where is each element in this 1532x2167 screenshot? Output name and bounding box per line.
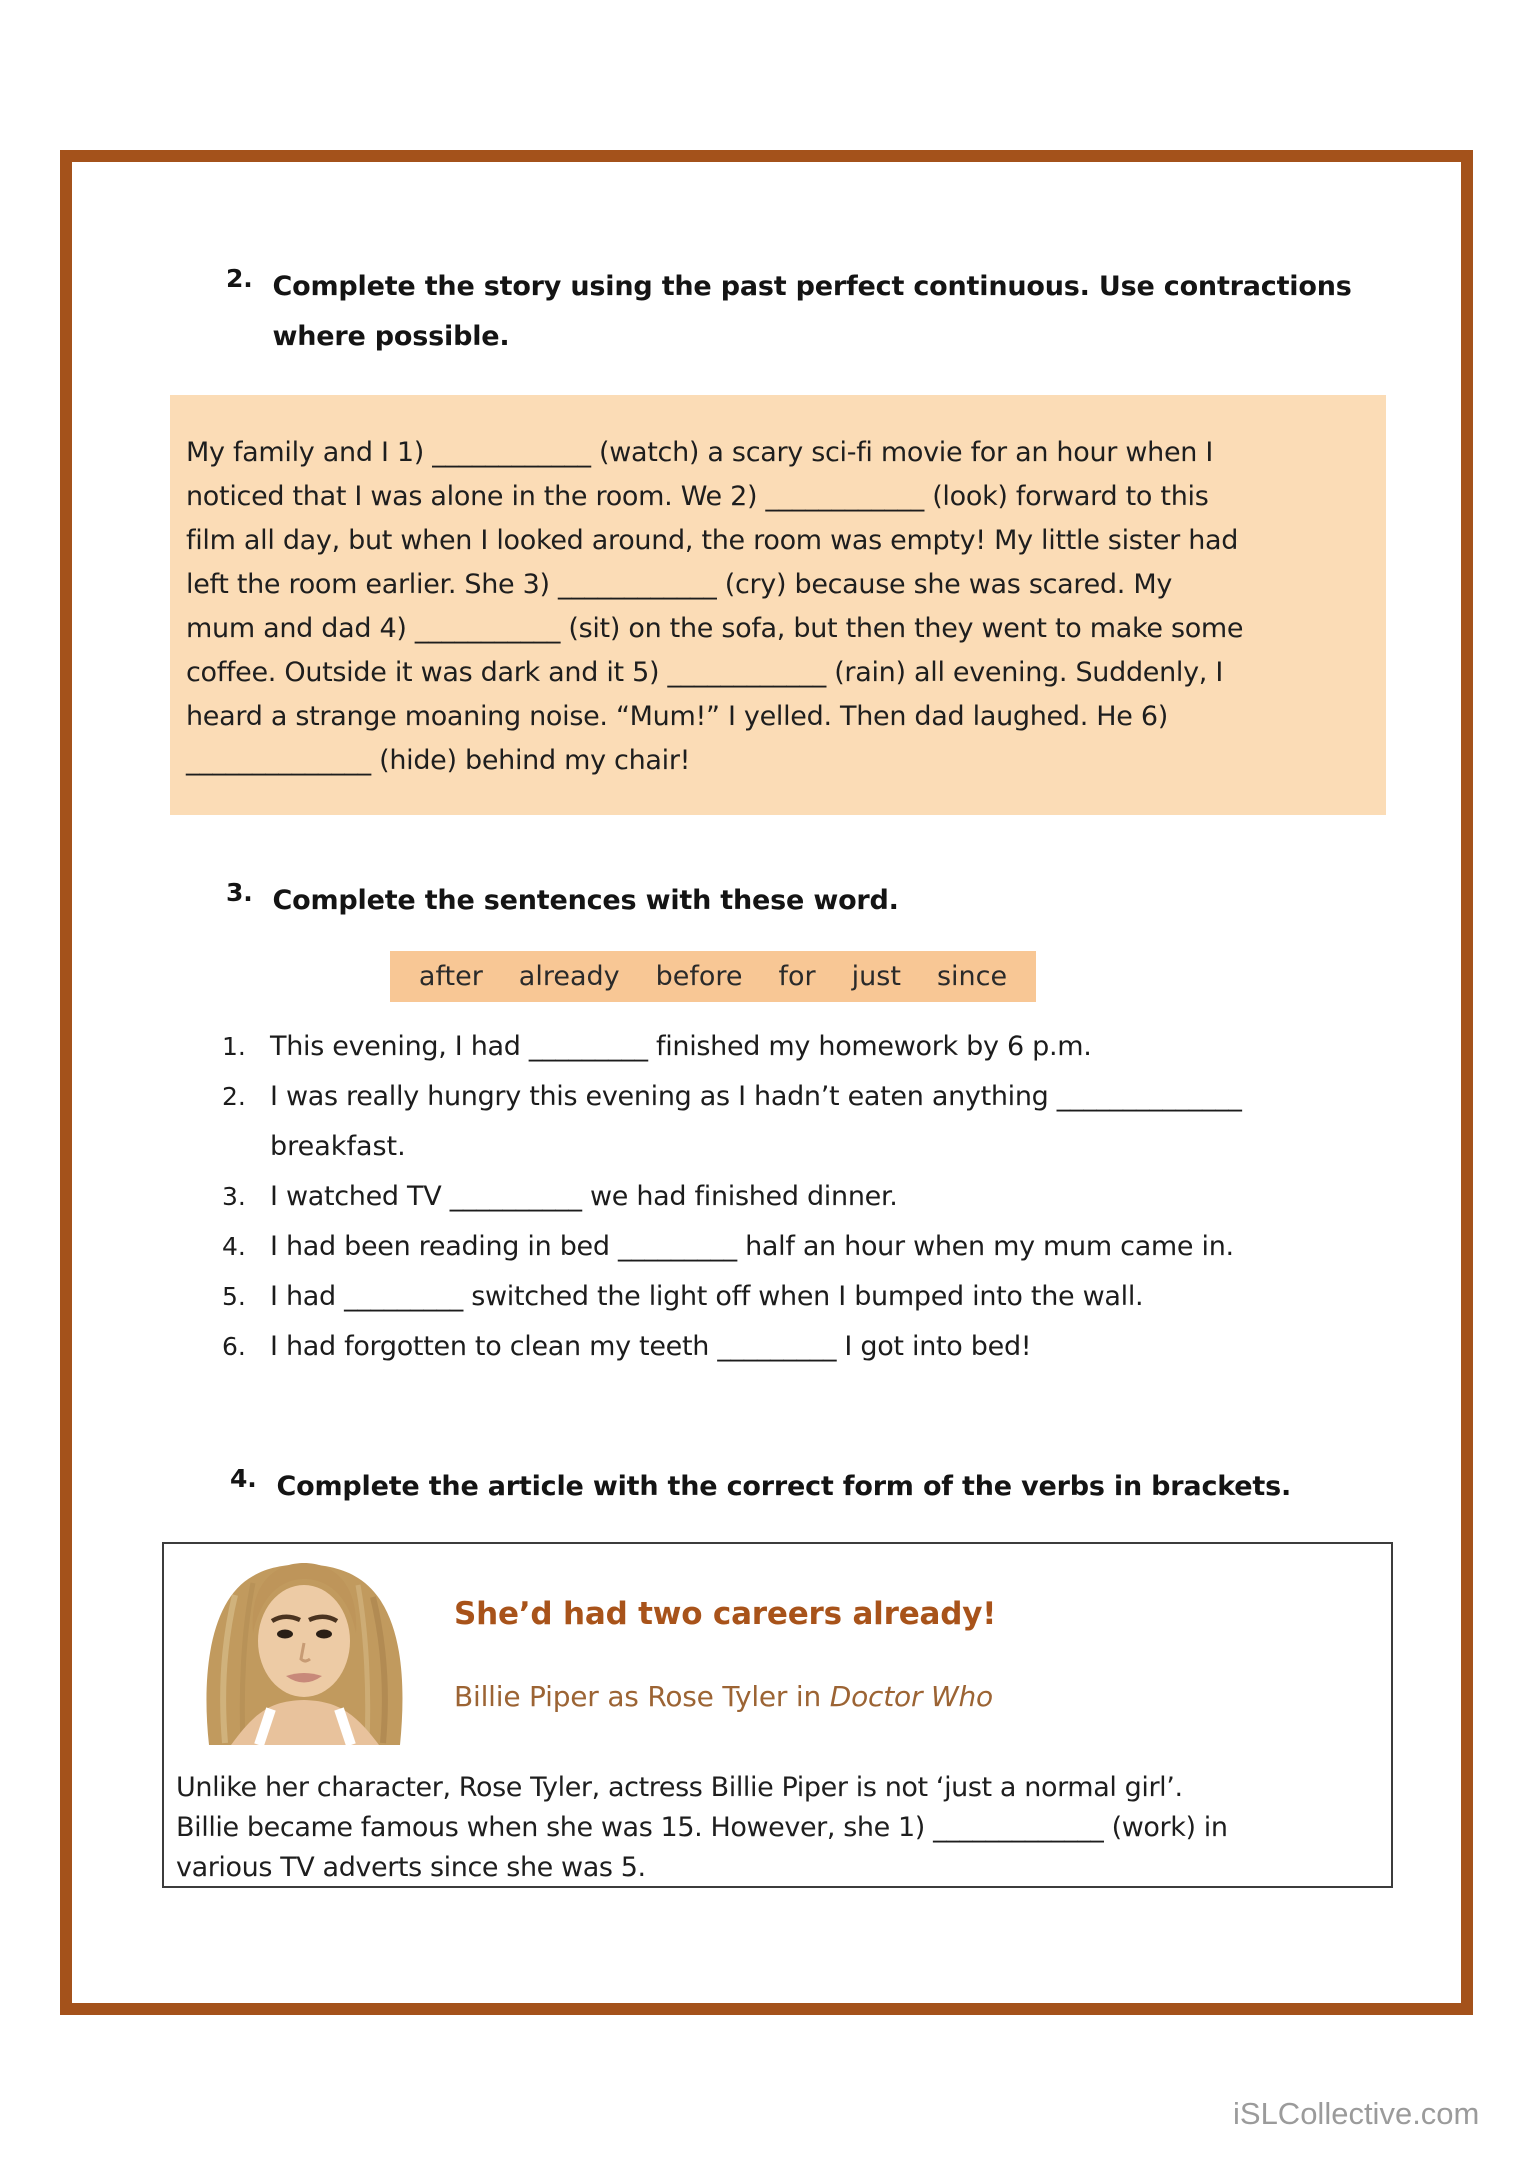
article-subtitle-show-name: Doctor Who [829,1680,993,1713]
story-line: mum and dad 4) ___________ (sit) on the sofa, but then they went to make some [186,613,1244,644]
word-bank-word: since [936,961,1008,992]
portrait-illustration [173,1553,436,1745]
sentence-item [222,1022,1432,1072]
sentence-item [222,1222,1432,1272]
billie-piper-photo [173,1553,436,1745]
story-line: ______________ (hide) behind my chair! [186,745,691,776]
exercise4-number: 4. [230,1464,257,1493]
exercise3-heading [226,876,899,926]
sentence-text: I had been reading in bed _________ half an hour when my mum came in. [270,1231,1234,1262]
exercise2-heading-line2: where possible. [272,321,510,352]
sentence-number: 4. [222,1232,246,1261]
story-line: heard a strange moaning noise. “Mum!” I yelled. Then dad laughed. He 6) [186,701,1168,732]
exercise2-number: 2. [226,264,253,293]
story-line: film all day, but when I looked around, the room was empty! My little sister had [186,525,1239,556]
sentence-text: This evening, I had _________ finished my homework by 6 p.m. [270,1031,1092,1062]
word-bank-word: just [851,961,901,992]
exercise3-sentence-list [222,1022,1432,1372]
sentence-number: 1. [222,1032,246,1061]
sentence-text: I was really hungry this evening as I hadn’t eaten anything ______________ [270,1081,1242,1112]
word-bank-word: before [655,961,743,992]
sentence-item [222,1322,1432,1372]
word-bank-word: for [778,961,816,992]
exercise4-heading [230,1462,1291,1512]
article-body-line: Billie became famous when she was 15. However, she 1) _____________ (work) in [176,1812,1228,1843]
word-bank-word: after [418,961,483,992]
sentence-continuation: breakfast. [270,1131,406,1162]
sentence-item [222,1072,1432,1122]
sentence-number: 5. [222,1282,246,1311]
islcollective-watermark: iSLCollective.com [1233,2096,1480,2131]
sentence-number: 3. [222,1182,246,1211]
sentence-number: 6. [222,1332,246,1361]
sentence-text: I watched TV __________ we had finished dinner. [270,1181,898,1212]
sentence-number: 2. [222,1082,246,1111]
article-title: She’d had two careers already! [454,1596,997,1632]
sentence-item [222,1172,1432,1222]
article-body [176,1768,1228,1888]
article-box [162,1542,1393,1888]
word-bank-word: already [518,961,620,992]
exercise2-heading [226,262,1352,362]
story-line: left the room earlier. She 3) ____________ (cry) because she was scared. My [186,569,1173,600]
story-line: coffee. Outside it was dark and it 5) ____________ (rain) all evening. Suddenly, I [186,657,1224,688]
article-body-line: various TV adverts since she was 5. [176,1852,646,1883]
exercise4-heading-text: Complete the article with the correct form of the verbs in brackets. [276,1471,1292,1502]
exercise3-number: 3. [226,878,253,907]
story-fill-in-box [170,395,1386,815]
exercise2-heading-line1: Complete the story using the past perfect continuous. Use contractions [272,271,1352,302]
story-line: My family and I 1) ____________ (watch) a scary sci-fi movie for an hour when I [186,437,1214,468]
story-line: noticed that I was alone in the room. We 2) ____________ (look) forward to this [186,481,1209,512]
article-body-line: Unlike her character, Rose Tyler, actress Billie Piper is not ‘just a normal girl’. [176,1772,1183,1803]
word-bank [390,951,1036,1002]
sentence-item [222,1272,1432,1322]
exercise3-heading-text: Complete the sentences with these word. [272,885,899,916]
sentence-text: I had _________ switched the light off when I bumped into the wall. [270,1281,1144,1312]
article-subtitle-text: Billie Piper as Rose Tyler in [454,1680,830,1713]
sentence-text: I had forgotten to clean my teeth _________ I got into bed! [270,1331,1032,1362]
article-subtitle [454,1680,993,1713]
